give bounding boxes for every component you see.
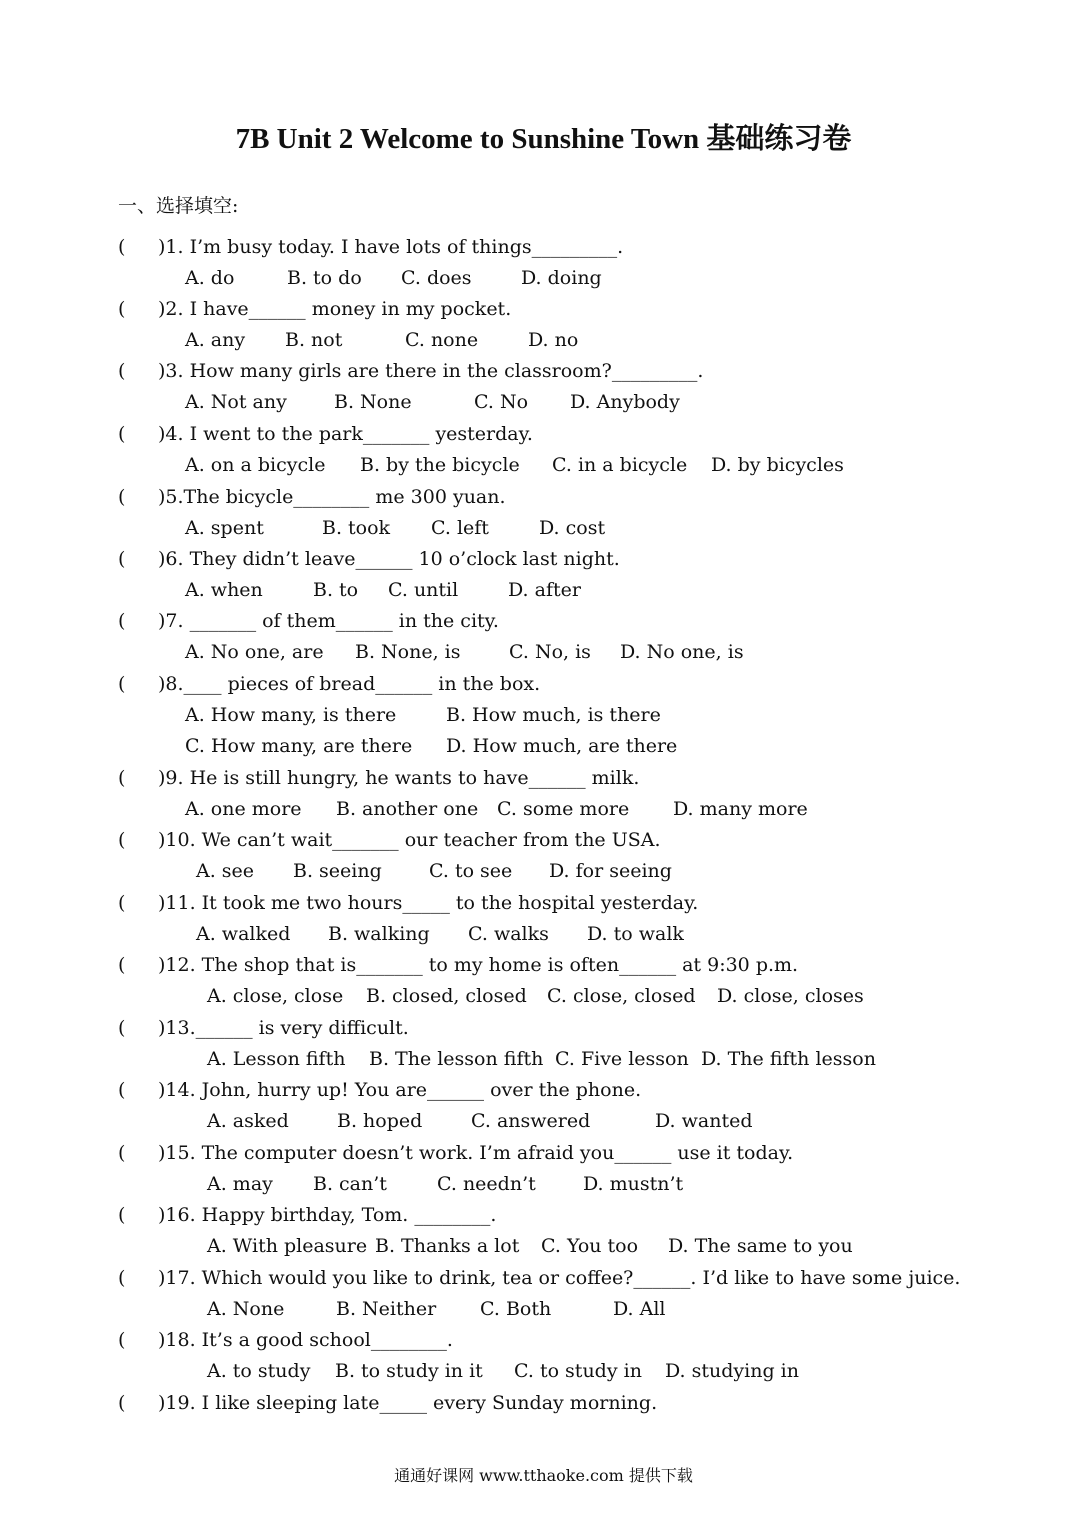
answer-bracket[interactable]: ( xyxy=(118,486,126,508)
question-text: )5.The bicycle________ me 300 yuan. xyxy=(158,486,506,508)
option: D. mustn’t xyxy=(583,1173,684,1195)
option: C. walks xyxy=(468,923,549,945)
answer-bracket[interactable]: ( xyxy=(118,1329,126,1351)
answer-bracket[interactable]: ( xyxy=(118,423,126,445)
option: C. Both xyxy=(480,1298,552,1320)
option: C. Five lesson xyxy=(555,1048,689,1070)
option: B. by the bicycle xyxy=(360,454,520,476)
option: B. can’t xyxy=(313,1173,387,1195)
option: A. walked xyxy=(196,923,291,945)
option: A. spent xyxy=(185,517,264,539)
option: C. until xyxy=(388,579,459,601)
option: A. Not any xyxy=(185,391,287,413)
option: A. How many, is there xyxy=(185,704,397,726)
option: B. walking xyxy=(328,923,430,945)
question-text: )6. They didn’t leave______ 10 o’clock last night. xyxy=(158,548,620,570)
option: A. close, close xyxy=(207,985,344,1007)
option: C. to see xyxy=(429,860,513,882)
option: B. took xyxy=(322,517,391,539)
question-text: )14. John, hurry up! You are______ over the phone. xyxy=(158,1079,642,1101)
option: D. How much, are there xyxy=(446,735,678,757)
answer-bracket[interactable]: ( xyxy=(118,1079,126,1101)
option: B. Neither xyxy=(336,1298,437,1320)
question-text: )4. I went to the park_______ yesterday. xyxy=(158,423,533,445)
question-text: )18. It’s a good school________. xyxy=(158,1329,453,1351)
footer-text: 通通好课网 www.tthaoke.com 提供下载 xyxy=(394,1466,693,1485)
option: B. another one xyxy=(336,798,479,820)
option: C. left xyxy=(431,517,489,539)
option: A. one more xyxy=(185,798,302,820)
question-text: )2. I have______ money in my pocket. xyxy=(158,298,512,320)
option: C. to study in xyxy=(514,1360,642,1382)
option: D. for seeing xyxy=(549,860,672,882)
option: D. after xyxy=(508,579,581,601)
question-text: )10. We can’t wait_______ our teacher from the USA. xyxy=(158,829,661,851)
option: C. some more xyxy=(497,798,630,820)
option: A. when xyxy=(185,579,263,601)
answer-bracket[interactable]: ( xyxy=(118,548,126,570)
option: A. With pleasure xyxy=(207,1235,368,1257)
answer-bracket[interactable]: ( xyxy=(118,954,126,976)
page-title: 7B Unit 2 Welcome to Sunshine Town 基础练习卷 xyxy=(235,123,852,155)
option: B. closed, closed xyxy=(366,985,527,1007)
option: A. to study xyxy=(207,1360,311,1382)
option: C. does xyxy=(401,267,472,289)
question-text: )9. He is still hungry, he wants to have______ milk. xyxy=(158,767,640,789)
answer-bracket[interactable]: ( xyxy=(118,1142,126,1164)
question-text: )1. I’m busy today. I have lots of things_________. xyxy=(158,236,624,258)
question-text: )3. How many girls are there in the classroom?_________. xyxy=(158,360,704,382)
option: B. Thanks a lot xyxy=(375,1235,520,1257)
option: B. The lesson fifth xyxy=(369,1048,544,1070)
option: D. The fifth lesson xyxy=(701,1048,876,1070)
option: D. many more xyxy=(673,798,808,820)
option: A. No one, are xyxy=(185,641,324,663)
answer-bracket[interactable]: ( xyxy=(118,236,126,258)
question-text: )15. The computer doesn’t work. I’m afraid you______ use it today. xyxy=(158,1142,794,1164)
option: B. seeing xyxy=(293,860,382,882)
answer-bracket[interactable]: ( xyxy=(118,610,126,632)
option: C. How many, are there xyxy=(185,735,413,757)
option: A. None xyxy=(207,1298,285,1320)
option: D. All xyxy=(613,1298,666,1320)
answer-bracket[interactable]: ( xyxy=(118,767,126,789)
answer-bracket[interactable]: ( xyxy=(118,829,126,851)
option: D. doing xyxy=(521,267,602,289)
option: A. do xyxy=(185,267,235,289)
option: A. may xyxy=(207,1173,273,1195)
option: D. Anybody xyxy=(570,391,680,413)
option: C. in a bicycle xyxy=(552,454,688,476)
section-heading: 一、选择填空: xyxy=(118,195,239,217)
answer-bracket[interactable]: ( xyxy=(118,892,126,914)
option: D. cost xyxy=(539,517,606,539)
option: D. by bicycles xyxy=(711,454,844,476)
question-text: )11. It took me two hours_____ to the hospital yesterday. xyxy=(158,892,699,914)
option: C. none xyxy=(405,329,479,351)
option: C. You too xyxy=(541,1235,639,1257)
answer-bracket[interactable]: ( xyxy=(118,360,126,382)
answer-bracket[interactable]: ( xyxy=(118,298,126,320)
answer-bracket[interactable]: ( xyxy=(118,673,126,695)
option: D. no xyxy=(528,329,579,351)
question-text: )8.____ pieces of bread______ in the box. xyxy=(158,673,541,695)
option: C. needn’t xyxy=(437,1173,536,1195)
option: C. No xyxy=(474,391,529,413)
question-text: )19. I like sleeping late_____ every Sunday morning. xyxy=(158,1392,658,1414)
option: D. studying in xyxy=(665,1360,799,1382)
answer-bracket[interactable]: ( xyxy=(118,1017,126,1039)
option: A. on a bicycle xyxy=(185,454,326,476)
answer-bracket[interactable]: ( xyxy=(118,1204,126,1226)
option: B. to do xyxy=(287,267,362,289)
question-text: )16. Happy birthday, Tom. ________. xyxy=(158,1204,497,1226)
option: C. close, closed xyxy=(547,985,696,1007)
option: B. How much, is there xyxy=(446,704,661,726)
option: A. any xyxy=(185,329,246,351)
answer-bracket[interactable]: ( xyxy=(118,1267,126,1289)
option: B. not xyxy=(285,329,343,351)
option: D. to walk xyxy=(587,923,684,945)
option: B. None, is xyxy=(355,641,461,663)
question-text: )17. Which would you like to drink, tea or coffee?______. I’d like to have some juice. xyxy=(158,1267,961,1289)
option: D. The same to you xyxy=(668,1235,853,1257)
option: A. see xyxy=(196,860,255,882)
question-text: )12. The shop that is_______ to my home is often______ at 9:30 p.m. xyxy=(158,954,799,976)
option: A. Lesson fifth xyxy=(207,1048,346,1070)
option: D. No one, is xyxy=(620,641,744,663)
option: B. to study in it xyxy=(335,1360,483,1382)
answer-bracket[interactable]: ( xyxy=(118,1392,126,1414)
question-text: )7. _______ of them______ in the city. xyxy=(158,610,499,632)
option: B. hoped xyxy=(337,1110,423,1132)
option: A. asked xyxy=(207,1110,289,1132)
option: D. close, closes xyxy=(717,985,864,1007)
option: C. No, is xyxy=(509,641,591,663)
option: C. answered xyxy=(471,1110,591,1132)
option: B. None xyxy=(334,391,412,413)
question-text: )13.______ is very difficult. xyxy=(158,1017,409,1039)
option: B. to xyxy=(313,579,359,601)
option: D. wanted xyxy=(655,1110,753,1132)
